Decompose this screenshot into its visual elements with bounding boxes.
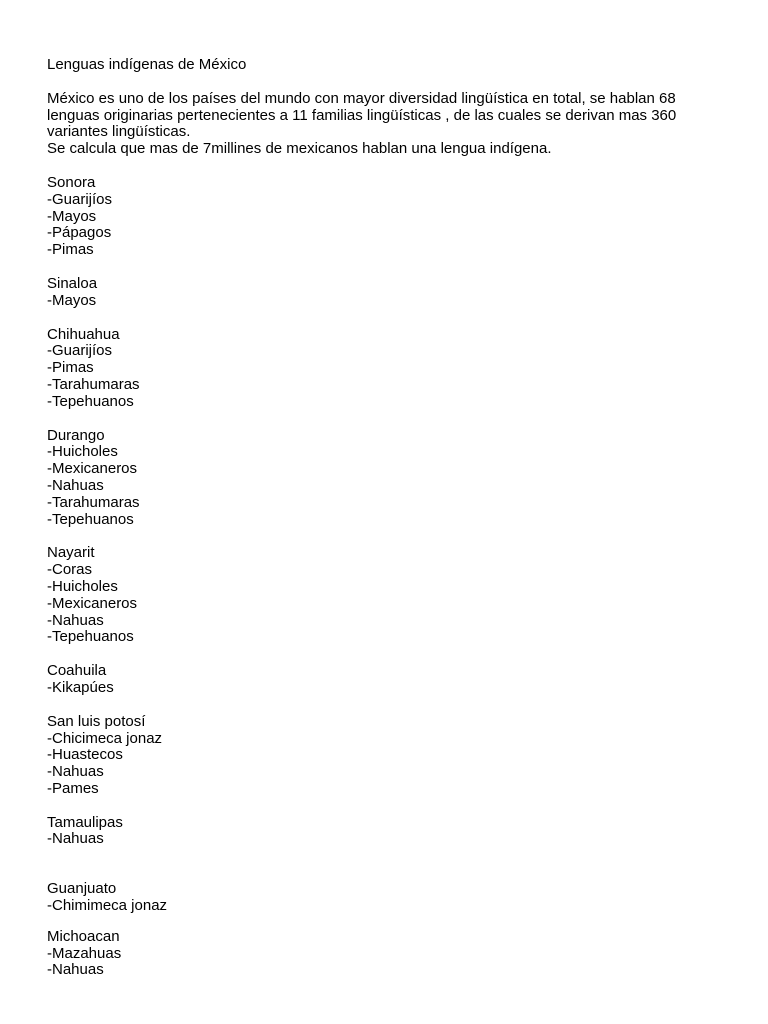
language-item: -Chimimeca jonaz [47,897,168,915]
language-item: -Tepehuanos [47,510,134,528]
language-item: -Huicholes [47,577,118,595]
state-name: Michoacan [47,927,120,945]
state-block-sonora [47,175,727,259]
document-title: Lenguas indígenas de México [47,56,247,73]
language-item: -Mexicaneros [47,594,138,612]
state-block-san-luis-potosi [47,714,727,798]
state-name: Nayarit [47,544,95,562]
language-item: -Pimas [47,359,94,377]
language-item: -Pames [47,779,99,797]
state-block-sinaloa [47,276,727,310]
language-item: -Pimas [47,241,94,259]
language-item: -Kikapúes [47,678,114,696]
language-item: -Mexicaneros [47,460,138,478]
language-item: -Tepehuanos [47,628,134,646]
state-name: Coahuila [47,662,107,680]
language-item: -Guarijíos [47,190,113,208]
language-item: -Tepehuanos [47,392,134,410]
state-name: San luis potosí [47,712,146,730]
language-item: -Tarahumaras [47,375,140,393]
intro-line: lenguas originarias pertenecientes a 11 familias lingüísticas , de las cuales se derivan mas 360 [47,106,677,124]
language-item: -Huastecos [47,746,123,764]
language-item: -Mazahuas [47,944,122,962]
language-item: -Chicimeca jonaz [47,729,163,747]
state-name: Sinaloa [47,274,98,292]
language-item: -Tarahumaras [47,493,140,511]
state-name: Guanjuato [47,880,117,898]
language-item: -Mayos [47,207,97,225]
language-item: -Huicholes [47,443,118,461]
state-block-coahuila [47,663,727,697]
state-block-nayarit [47,545,727,646]
state-name: Sonora [47,173,96,191]
intro-line: variantes lingüísticas. [47,123,191,141]
state-block-guanjuato [47,881,727,915]
state-name: Chihuahua [47,325,120,343]
intro-line: Se calcula que mas de 7millines de mexicanos hablan una lengua indígena. [47,140,552,158]
state-name: Durango [47,426,105,444]
language-item: -Pápagos [47,224,112,242]
language-item: -Nahuas [47,830,104,848]
state-block-tamaulipas [47,815,727,849]
intro-paragraph [47,91,727,158]
state-block-chihuahua [47,327,727,411]
language-item: -Coras [47,561,93,579]
document-page [47,57,727,996]
language-item: -Nahuas [47,611,104,629]
intro-line: México es uno de los países del mundo con mayor diversidad lingüística en total, se hablan 68 [47,89,676,107]
state-block-michoacan [47,929,727,979]
language-item: -Guarijíos [47,342,113,360]
language-item: -Mayos [47,291,97,309]
language-item: -Nahuas [47,476,104,494]
state-block-durango [47,428,727,529]
state-name: Tamaulipas [47,813,123,831]
language-item: -Nahuas [47,763,104,781]
language-item: -Nahuas [47,961,104,979]
